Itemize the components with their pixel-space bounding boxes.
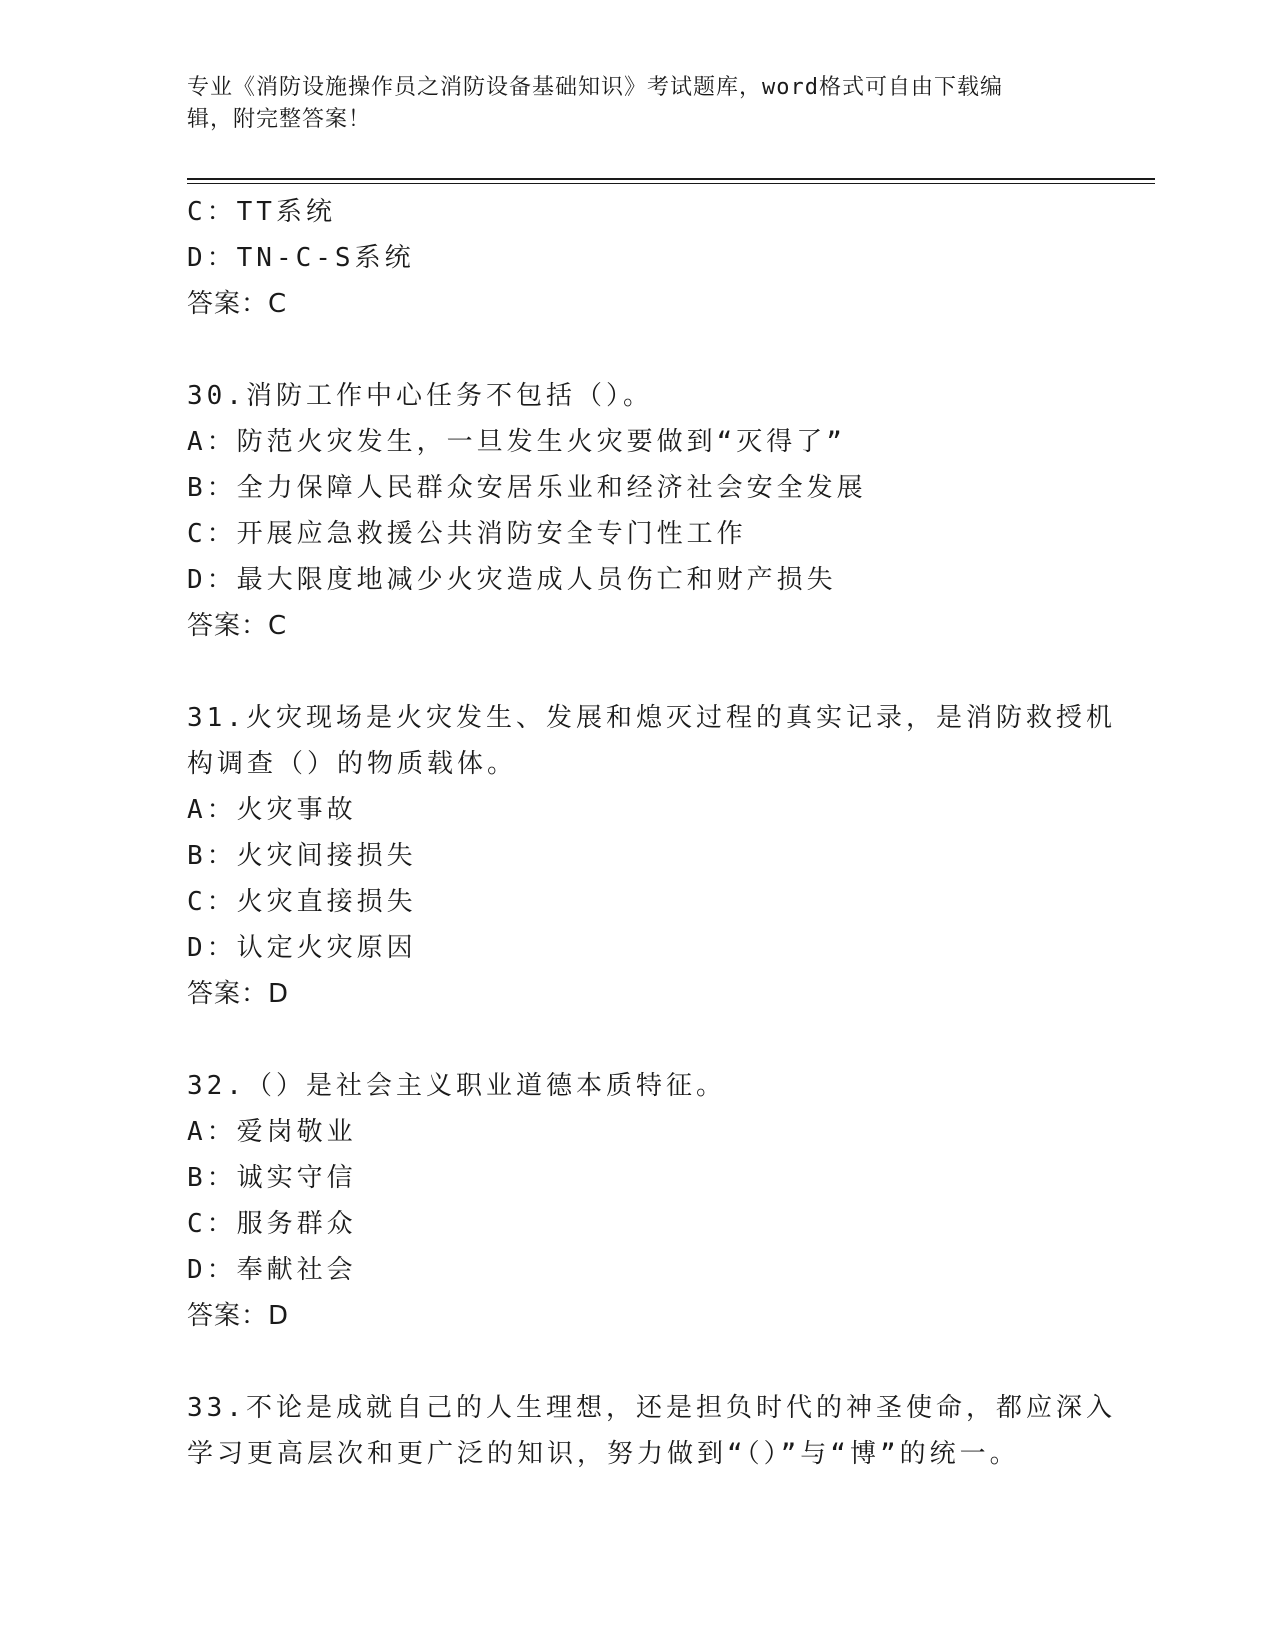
header-divider-thick xyxy=(187,178,1155,180)
question-text-line-1: 33.不论是成就自己的人生理想，还是担负时代的神圣使命，都应深入 xyxy=(187,1393,1116,1423)
question-32 xyxy=(187,1063,1087,1339)
question-text-line-2: 构调查（）的物质载体。 xyxy=(187,749,518,779)
document-header xyxy=(187,72,1087,136)
option-c: C：TT系统 xyxy=(187,197,336,227)
question-text-line-1: 31.火灾现场是火灾发生、发展和熄灭过程的真实记录，是消防救授机 xyxy=(187,703,1116,733)
option-c: C：火灾直接损失 xyxy=(187,887,417,917)
spacer xyxy=(187,1339,1087,1385)
question-33 xyxy=(187,1385,1116,1477)
question-text: 32.（）是社会主义职业道德本质特征。 xyxy=(187,1071,726,1101)
answer-label: 答案：D xyxy=(187,1301,290,1331)
answer-label: 答案：D xyxy=(187,979,290,1009)
question-text: 30.消防工作中心任务不包括（）。 xyxy=(187,381,653,411)
option-c: C：开展应急救援公共消防安全专门性工作 xyxy=(187,519,747,549)
question-30 xyxy=(187,373,1087,649)
question-text-line-2: 学习更高层次和更广泛的知识，努力做到“（）”与“博”的统一。 xyxy=(187,1439,1020,1469)
option-a: A：防范火灾发生，一旦发生火灾要做到“灭得了” xyxy=(187,427,846,457)
question-29-tail xyxy=(187,189,1087,327)
question-content xyxy=(187,189,1116,1477)
option-d: D：最大限度地减少火灾造成人员伤亡和财产损失 xyxy=(187,565,837,595)
spacer xyxy=(187,649,1087,695)
spacer xyxy=(187,327,1087,373)
option-a: A：火灾事故 xyxy=(187,795,357,825)
option-b: B：全力保障人民群众安居乐业和经济社会安全发展 xyxy=(187,473,867,503)
header-line-1: 专业《消防设施操作员之消防设备基础知识》考试题库，word格式可自由下载编 xyxy=(187,75,1003,100)
option-d: D：TN-C-S系统 xyxy=(187,243,415,273)
option-b: B：火灾间接损失 xyxy=(187,841,417,871)
answer-label: 答案：C xyxy=(187,611,288,641)
option-d: D：奉献社会 xyxy=(187,1255,357,1285)
option-d: D：认定火灾原因 xyxy=(187,933,417,963)
question-31 xyxy=(187,695,1116,1017)
header-divider-thin xyxy=(187,183,1155,184)
spacer xyxy=(187,1017,1087,1063)
answer-label: 答案：C xyxy=(187,289,288,319)
option-a: A：爱岗敬业 xyxy=(187,1117,357,1147)
option-c: C：服务群众 xyxy=(187,1209,357,1239)
header-line-2: 辑，附完整答案！ xyxy=(187,107,372,132)
option-b: B：诚实守信 xyxy=(187,1163,357,1193)
